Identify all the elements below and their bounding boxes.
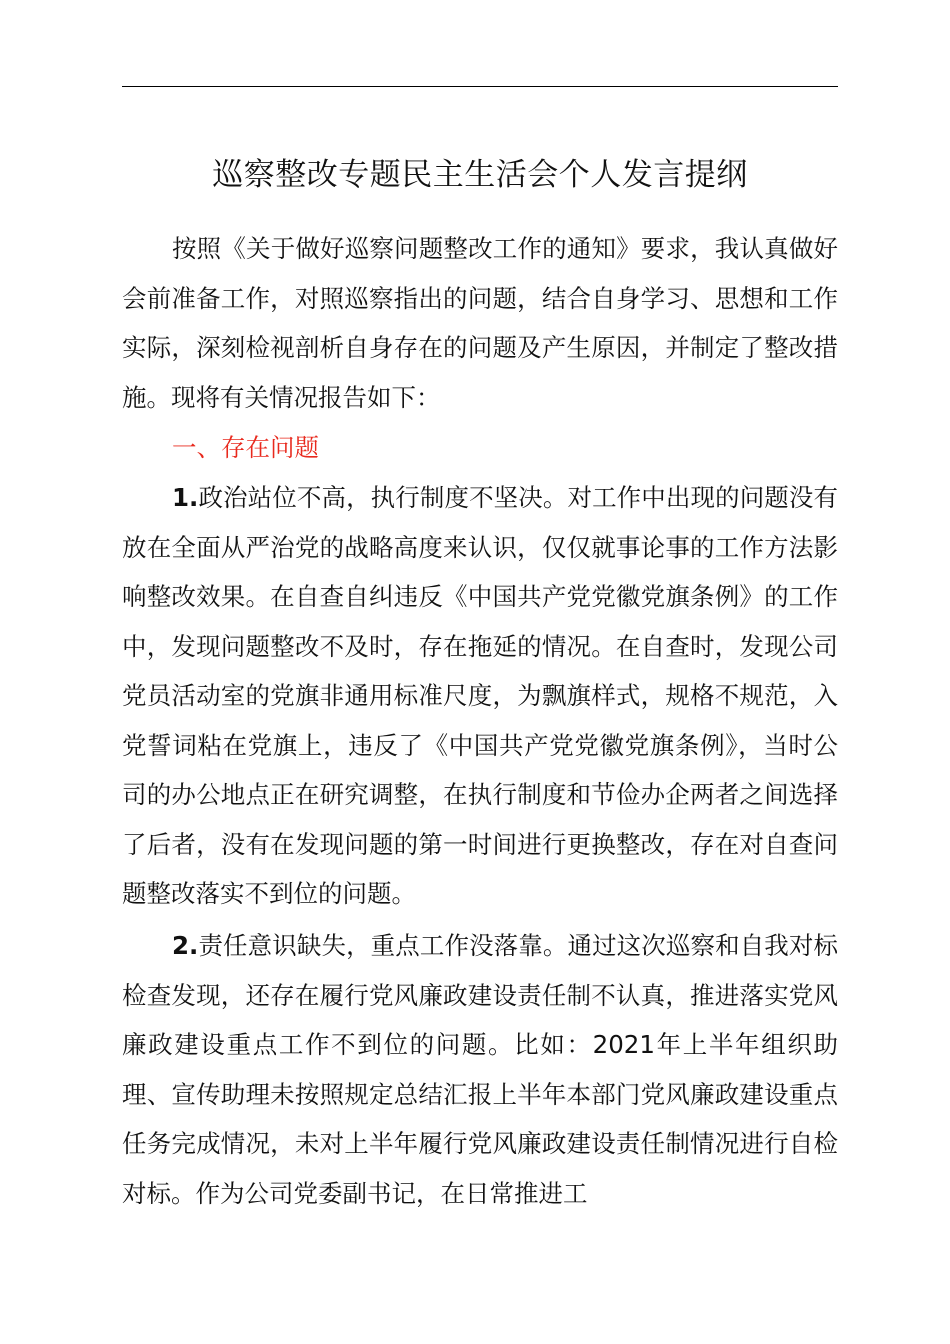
intro-paragraph: 按照《关于做好巡察问题整改工作的通知》要求，我认真做好会前准备工作，对照巡察指出的问题，结合自身学习、思想和工作实际，深刻检视剖析自身存在的问题及产生原因，并制定了整改措施。现将有关情况报告如下：: [122, 234, 838, 412]
item-number: 2.: [172, 931, 199, 960]
item-text: 政治站位不高，执行制度不坚决。对工作中出现的问题没有放在全面从严治党的战略高度来认识，仅仅就事论事的工作方法影响整改效果。在自查自纠违反《中国共产党党徽党旗条例》的工作中，发现问题整改不及时，存在拖延的情况。在自查时，发现公司党员活动室的党旗非通用标准尺度，为飘旗样式，规格不规范，入党誓词粘在党旗上，违反了《中国共产党党徽党旗条例》，当时公司的办公地点正在研究调整，在执行制度和节俭办企两者之间选择了后者，没有在发现问题的第一时间进行更换整改，存在对自查问题整改落实不到位的问题。: [122, 483, 838, 908]
item-paragraph-2: [122, 921, 838, 1218]
header-rule: [122, 86, 838, 87]
section-heading: 一、存在问题: [172, 433, 319, 462]
item-number: 1.: [172, 483, 199, 512]
item-paragraph-1: [122, 473, 838, 919]
item-text: 责任意识缺失，重点工作没落靠。通过这次巡察和自我对标检查发现，还存在履行党风廉政建设责任制不认真，推进落实党风廉政建设重点工作不到位的问题。比如：2021年上半年组织助理、宣传助理未按照规定总结汇报上半年本部门党风廉政建设重点任务完成情况，未对上半年履行党风廉政建设责任制情况进行自检对标。作为公司党委副书记，在日常推进工: [122, 931, 838, 1208]
document-title: 巡察整改专题民主生活会个人发言提纲: [212, 157, 748, 193]
